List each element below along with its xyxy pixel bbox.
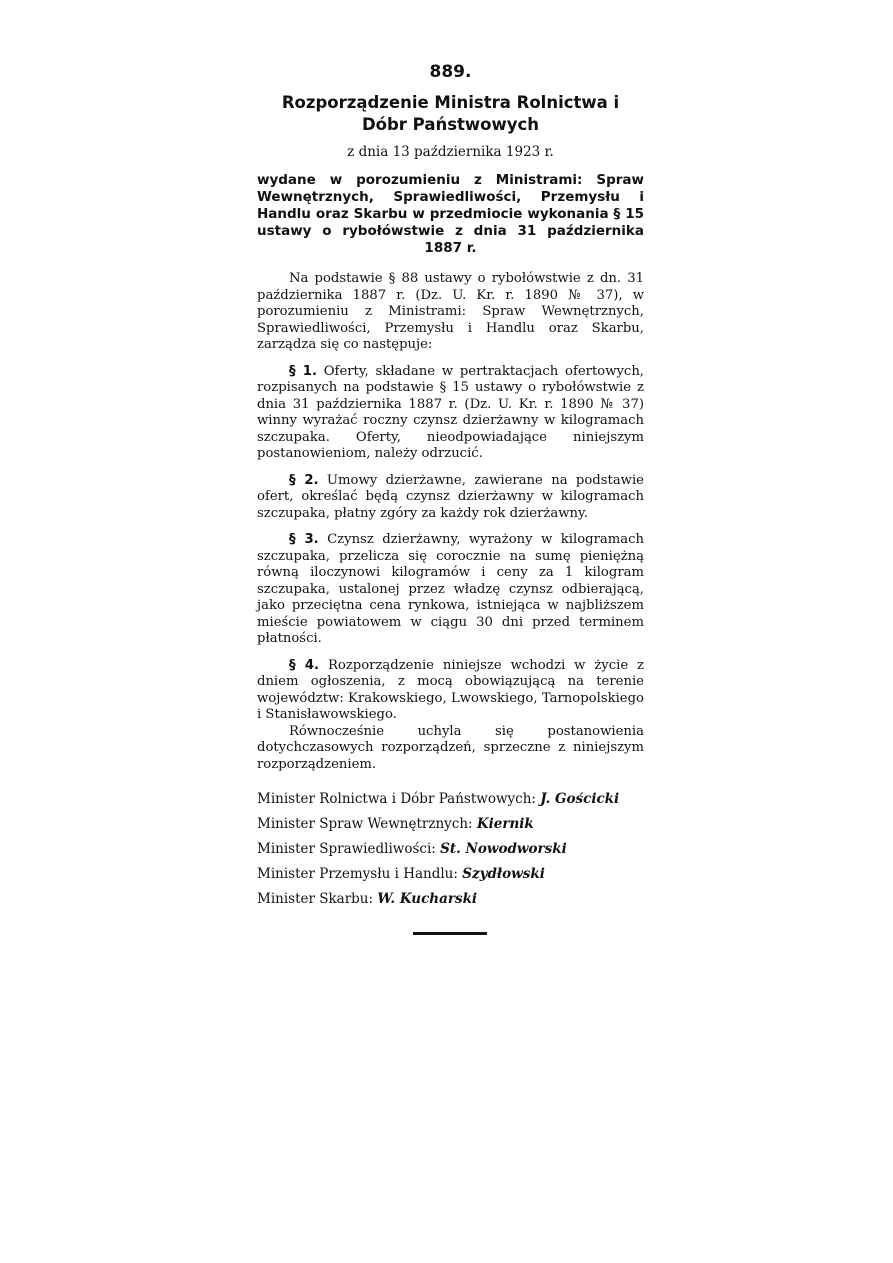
section-text: Czynsz dzierżawny, wyrażony w kilogramach szczupaka, przelicza się corocznie na sumę pieniężną równą iloczynowi kilogramów i ceny za 1 kilogram szczupaka, ustalonej przez władzę czynsz odbierającą, jako przeciętna cena rynkowa, istniejąca w najbliższem mieście powiatowem w ciągu 30 dni przed terminem płatności.	[257, 532, 644, 646]
signatures	[257, 787, 644, 912]
section-4	[257, 658, 644, 724]
section-1	[257, 364, 644, 463]
section-text: Oferty, składane w pertraktacjach ofertowych, rozpisanych na podstawie § 15 ustawy o rybołówstwie z dnia 31 października 1887 r. (Dz. U. Kr. r. 1890 № 37) winny wyrażać roczny czynsz dzierżawny w kilogramach szczupaka. Oferty, nieodpowiadające niniejszym postanowieniom, należy odrzucić.	[257, 363, 644, 461]
section-2	[257, 473, 644, 523]
minister-role: Minister Przemysłu i Handlu:	[257, 866, 458, 882]
page-number: 889.	[429, 62, 472, 82]
minister-role: Minister Sprawiedliwości:	[257, 841, 436, 857]
section-label: § 4.	[289, 657, 320, 673]
minister-role: Minister Spraw Wewnętrznych:	[257, 816, 473, 832]
minister-signature: Szydłowski	[462, 866, 545, 882]
closing-rule	[413, 932, 487, 935]
minister-line	[257, 787, 644, 812]
minister-role: Minister Skarbu:	[257, 891, 374, 907]
minister-signature: J. Gościcki	[540, 791, 620, 807]
closing-paragraph: Równocześnie uchyla się postanowienia dotychczasowych rozporządzeń, sprzeczne z niniejszym rozporządzeniem.	[257, 723, 644, 772]
minister-line	[257, 862, 644, 887]
minister-signature: St. Nowodworski	[440, 841, 567, 857]
section-3	[257, 532, 644, 648]
minister-line	[257, 812, 644, 837]
minister-line	[257, 837, 644, 862]
section-label: § 2.	[289, 472, 319, 488]
section-text: Rozporządzenie niniejsze wchodzi w życie z dniem ogłoszenia, z mocą obowiązującą na terenie województw: Krakowskiego, Lwowskiego, Tarnopolskiego i Stanisławowskiego.	[257, 657, 644, 722]
section-label: § 3.	[289, 532, 319, 547]
regulation-date: z dnia 13 października 1923 r.	[347, 144, 554, 160]
minister-signature: Kiernik	[476, 816, 534, 832]
section-text: Umowy dzierżawne, zawierane na podstawie ofert, określać będą czynsz dzierżawny w kilogramach szczupaka, płatny zgóry za każdy rok dzierżawny.	[257, 472, 644, 521]
preamble: Na podstawie § 88 ustawy o rybołówstwie z dn. 31 października 1887 r. (Dz. U. Kr. r. 1890 № 37), w porozumieniu z Ministrami: Spraw Wewnętrznych, Sprawiedliwości, Przemysłu i Handlu oraz Skarbu, zarządza się co następuje:	[257, 271, 644, 352]
regulation-title: Rozporządzenie Ministra Rolnictwa i Dóbr Państwowych	[281, 93, 620, 134]
minister-role: Minister Rolnictwa i Dóbr Państwowych:	[257, 791, 536, 807]
minister-signature: W. Kucharski	[377, 891, 478, 907]
regulation-subtitle: wydane w porozumieniu z Ministrami: Spraw Wewnętrznych, Sprawiedliwości, Przemysłu i Handlu oraz Skarbu w przedmiocie wykonania § 15 ustawy o rybołówstwie z dnia 31 października 1887 r.	[257, 172, 644, 256]
text-column	[257, 62, 644, 935]
minister-line	[257, 887, 644, 912]
section-label: § 1.	[289, 363, 317, 379]
